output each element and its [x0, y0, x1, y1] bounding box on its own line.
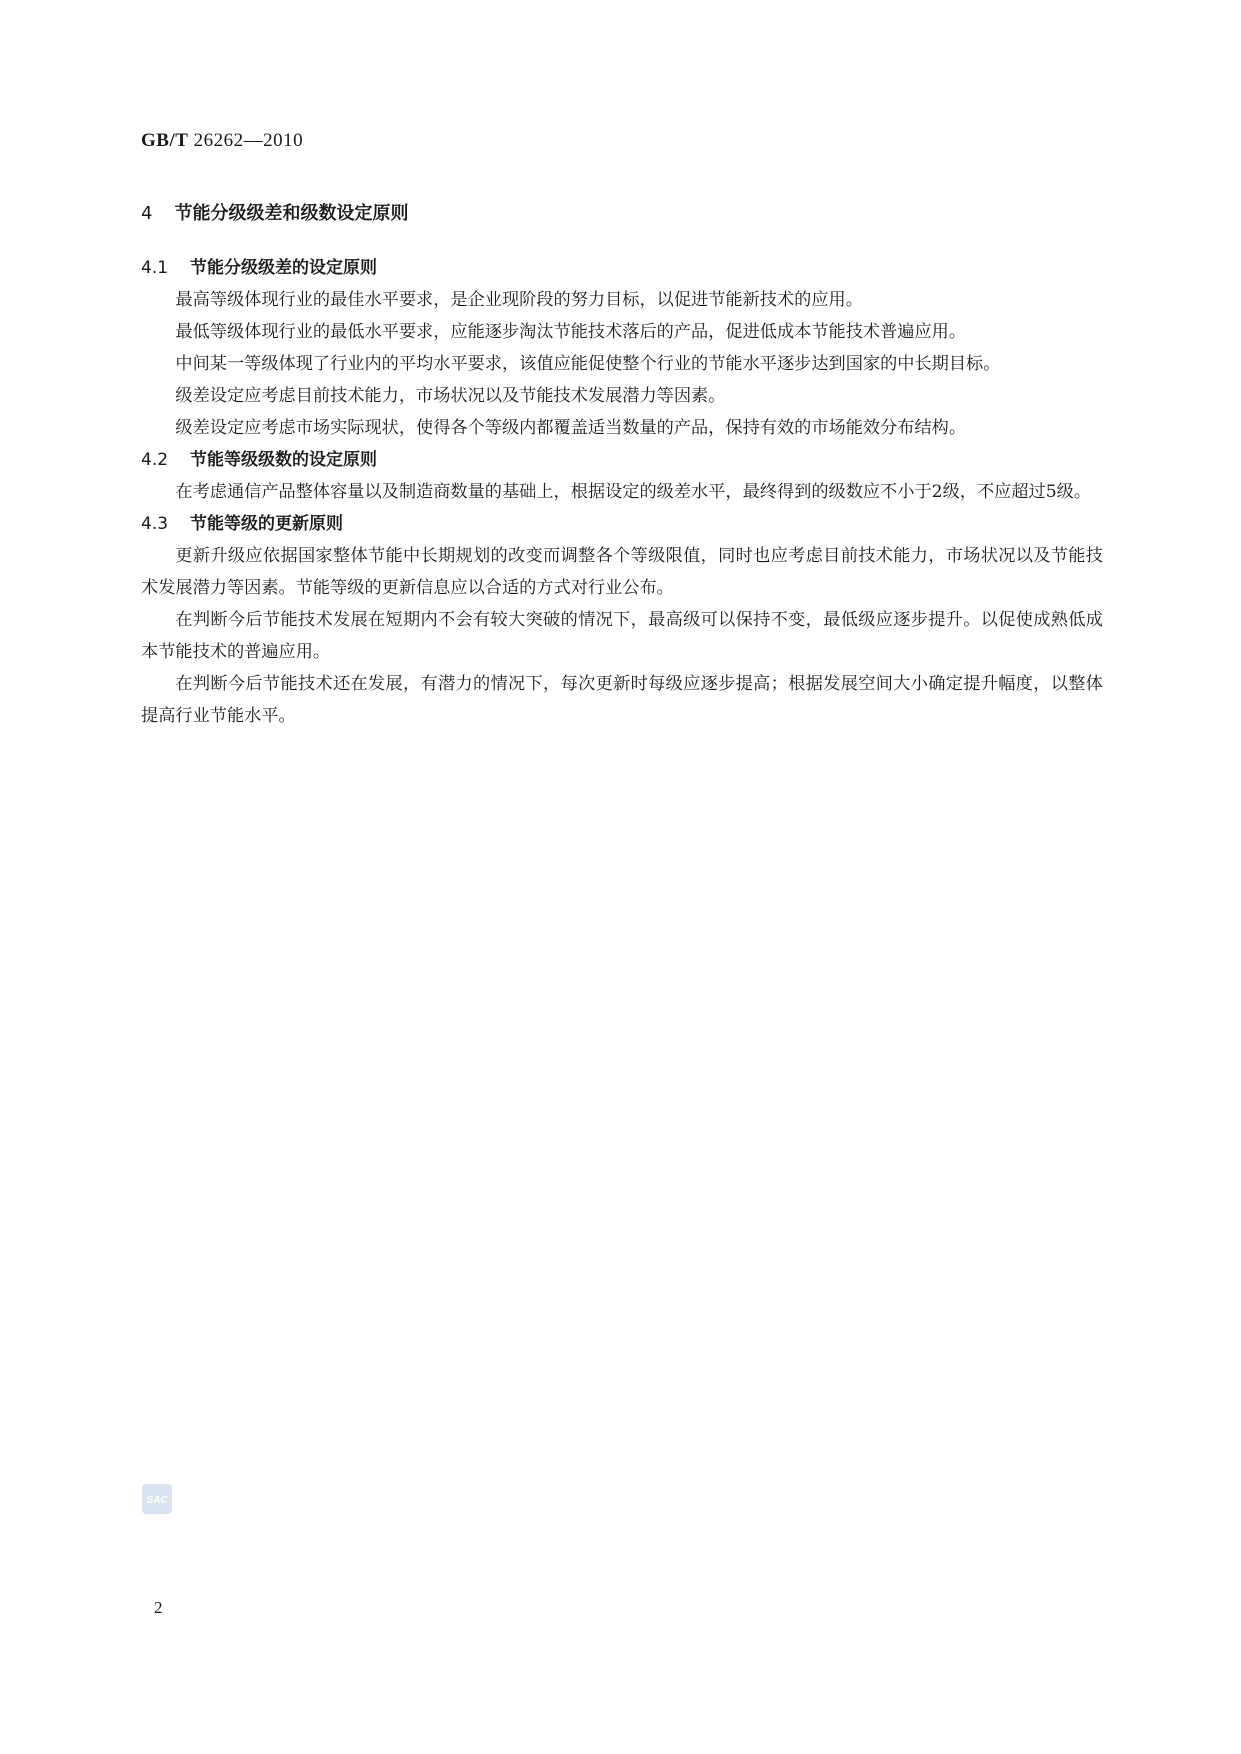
paragraph: 在判断今后节能技术发展在短期内不会有较大突破的情况下，最高级可以保持不变，最低级应逐步提升。以促使成熟低成本节能技术的普遍应用。: [141, 610, 1103, 662]
paragraph: 中间某一等级体现了行业内的平均水平要求，该值应能促使整个行业的节能水平逐步达到国家的中长期目标。: [175, 354, 1001, 374]
subsection-number: 4.1: [141, 258, 169, 278]
section-title: 节能分级级差和级数设定原则: [174, 203, 409, 224]
section-4-1-heading: [141, 252, 1103, 284]
section-4-3-heading: [141, 508, 1103, 540]
paragraph: 级差设定应考虑目前技术能力，市场状况以及节能技术发展潜力等因素。: [175, 386, 726, 406]
paragraph: 在考虑通信产品整体容量以及制造商数量的基础上，根据设定的级差水平，最终得到的级数应不小于2级，不应超过5级。: [175, 482, 1092, 502]
page-number: 2: [154, 1598, 163, 1617]
sac-logo-icon: [141, 1483, 173, 1515]
section-number: 4: [141, 203, 153, 224]
subsection-number: 4.3: [141, 514, 169, 534]
section-4-2-heading: [141, 444, 1103, 476]
paragraph: 在判断今后节能技术还在发展，有潜力的情况下，每次更新时每级应逐步提高；根据发展空间大小确定提升幅度，以整体提高行业节能水平。: [141, 674, 1103, 726]
svg-text:SAC: SAC: [146, 1495, 168, 1506]
subsection-title: 节能等级级数的设定原则: [190, 450, 378, 470]
paragraph: 更新升级应依据国家整体节能中长期规划的改变而调整各个等级限值，同时也应考虑目前技术能力，市场状况以及节能技术发展潜力等因素。节能等级的更新信息应以合适的方式对行业公布。: [141, 546, 1103, 598]
paragraph: 最高等级体现行业的最佳水平要求，是企业现阶段的努力目标，以促进节能新技术的应用。: [175, 290, 863, 310]
standard-number: 26262—2010: [193, 130, 304, 151]
section-4-heading: [141, 200, 1103, 228]
subsection-number: 4.2: [141, 450, 169, 470]
paragraph: 级差设定应考虑市场实际现状，使得各个等级内都覆盖适当数量的产品，保持有效的市场能效分布结构。: [175, 418, 967, 438]
sac-watermark-logo: [141, 1483, 173, 1515]
paragraph: 最低等级体现行业的最低水平要求，应能逐步淘汰节能技术落后的产品，促进低成本节能技术普遍应用。: [175, 322, 967, 342]
standard-code: [141, 130, 303, 152]
subsection-title: 节能分级级差的设定原则: [190, 258, 378, 278]
subsection-title: 节能等级的更新原则: [190, 514, 344, 534]
document-body: [141, 200, 1103, 732]
standard-prefix: GB/T: [141, 130, 189, 151]
